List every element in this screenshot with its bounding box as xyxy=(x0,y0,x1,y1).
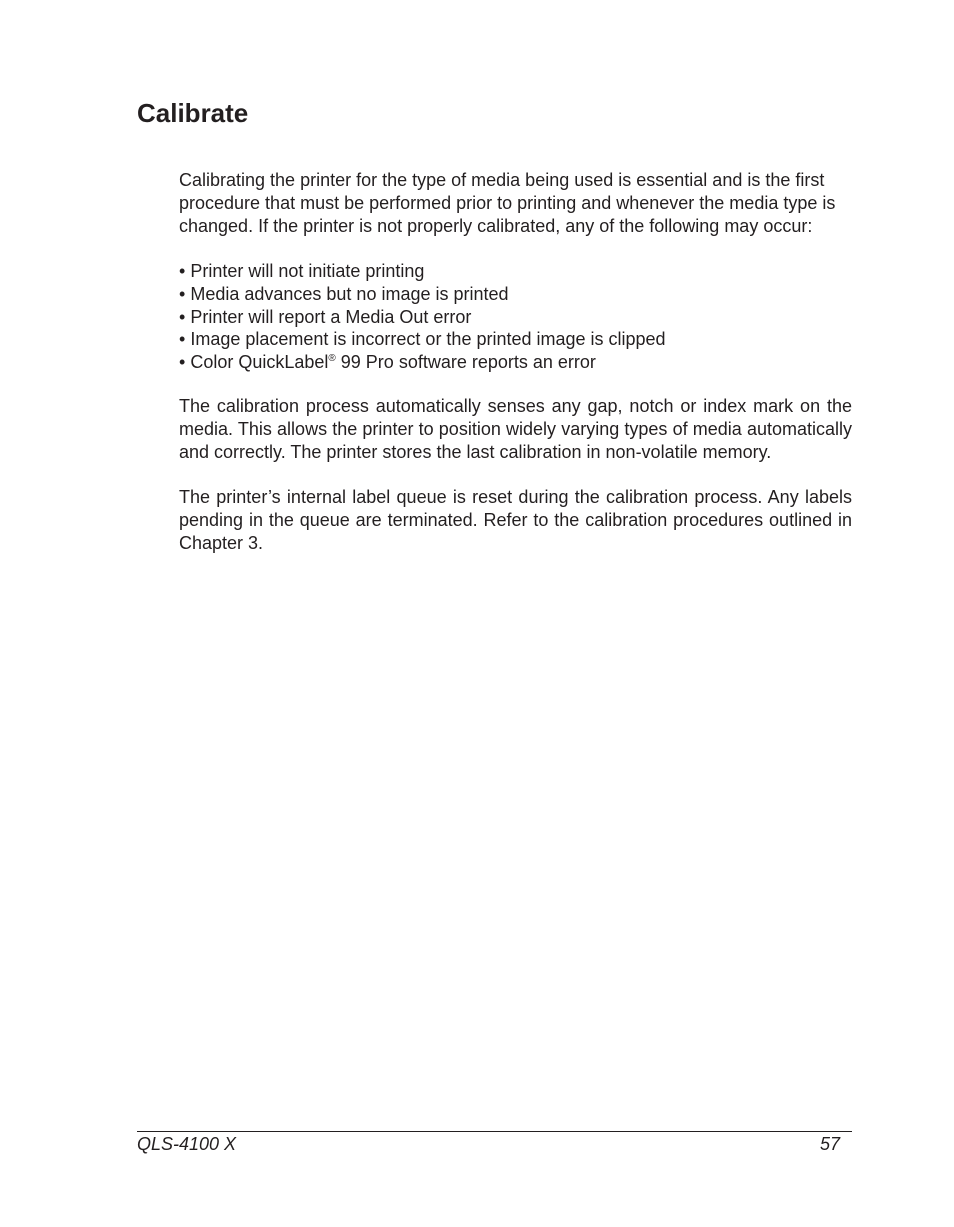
footer-divider xyxy=(137,1131,852,1132)
footer-model-name: QLS-4100 X xyxy=(137,1134,237,1154)
list-item-text: Media advances but no image is printed xyxy=(190,283,509,304)
bullet-marker: • xyxy=(179,283,186,304)
list-item-text: Printer will report a Media Out error xyxy=(190,306,472,327)
bullet-marker: • xyxy=(179,306,186,327)
list-item-text: Image placement is incorrect or the printed image is clipped xyxy=(190,329,666,350)
list-item-text: Color QuickLabel xyxy=(190,352,329,372)
list-item xyxy=(179,328,852,351)
list-item-text: 99 Pro software reports an error xyxy=(335,352,596,372)
list-item-text: Printer will not initiate printing xyxy=(190,261,425,281)
intro-paragraph: Calibrating the printer for the type of media being used is essential and is the first procedure that must be performed prior to printing and whenever the media type is changed. If the printer is not properly calibrated, any of the following may occur: xyxy=(179,170,836,236)
bullet-marker: • xyxy=(179,352,186,372)
list-item xyxy=(179,283,852,306)
page-number: 57 xyxy=(819,1134,840,1154)
queue-paragraph: The printer’s internal label queue is reset during the calibration process. Any labels pending in the queue are terminated. Refer to the calibration procedures outlined in Chapter 3. xyxy=(179,487,852,553)
process-paragraph: The calibration process automatically senses any gap, notch or index mark on the media. This allows the printer to position widely varying types of media automatically and correctly. The printer stores the last calibration in non-volatile memory. xyxy=(179,396,852,462)
page-title: Calibrate xyxy=(137,98,249,128)
bullet-marker: • xyxy=(179,329,186,350)
registered-mark: ® xyxy=(328,353,336,364)
list-item xyxy=(179,351,852,374)
bullet-marker: • xyxy=(179,261,186,281)
list-item xyxy=(179,260,852,283)
list-item xyxy=(179,306,852,329)
symptom-list xyxy=(179,260,852,374)
